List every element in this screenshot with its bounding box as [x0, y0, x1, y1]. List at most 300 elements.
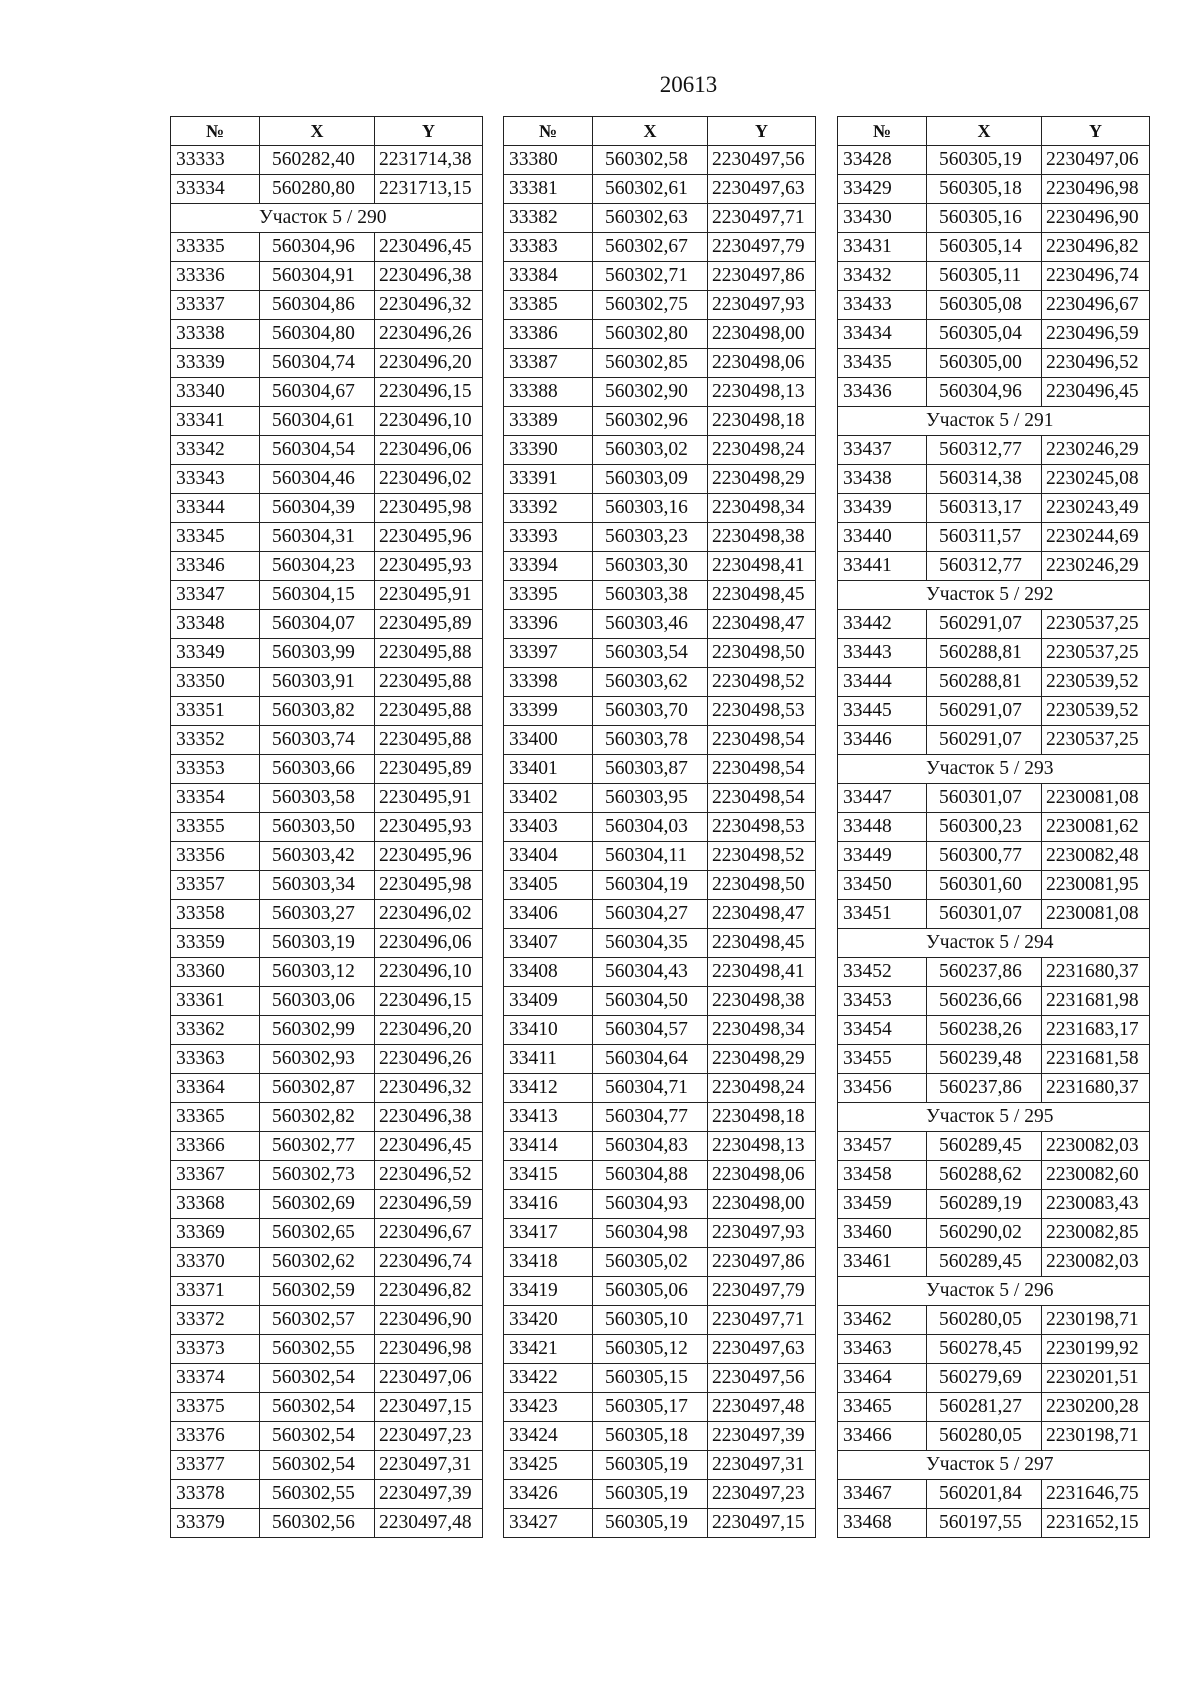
y-coordinate-cell: 2230497,15	[375, 1393, 483, 1422]
table-row	[171, 1422, 483, 1451]
x-coordinate-cell: 560304,46	[260, 465, 375, 494]
x-coordinate-cell: 560304,64	[593, 1045, 708, 1074]
table-row	[171, 1103, 483, 1132]
x-coordinate-cell: 560303,02	[593, 436, 708, 465]
point-number-cell: 33418	[504, 1248, 593, 1277]
y-coordinate-cell: 2230497,23	[708, 1480, 816, 1509]
point-number-cell: 33371	[171, 1277, 260, 1306]
x-coordinate-cell: 560305,16	[927, 204, 1042, 233]
x-coordinate-cell: 560288,62	[927, 1161, 1042, 1190]
point-number-cell: 33370	[171, 1248, 260, 1277]
y-coordinate-cell: 2230498,53	[708, 697, 816, 726]
y-coordinate-cell: 2230498,54	[708, 726, 816, 755]
y-coordinate-cell: 2230198,71	[1042, 1306, 1150, 1335]
x-coordinate-cell: 560303,99	[260, 639, 375, 668]
table-row	[171, 813, 483, 842]
y-coordinate-cell: 2230495,91	[375, 784, 483, 813]
table-row	[504, 1306, 816, 1335]
point-number-cell: 33355	[171, 813, 260, 842]
x-coordinate-cell: 560279,69	[927, 1364, 1042, 1393]
table-row	[504, 1190, 816, 1219]
table-row	[504, 175, 816, 204]
x-coordinate-cell: 560300,77	[927, 842, 1042, 871]
point-number-cell: 33444	[838, 668, 927, 697]
x-coordinate-cell: 560305,08	[927, 291, 1042, 320]
y-coordinate-cell: 2230496,06	[375, 929, 483, 958]
x-coordinate-cell: 560304,93	[593, 1190, 708, 1219]
x-coordinate-cell: 560304,57	[593, 1016, 708, 1045]
y-coordinate-cell: 2230498,47	[708, 610, 816, 639]
point-number-cell: 33453	[838, 987, 927, 1016]
point-number-cell: 33381	[504, 175, 593, 204]
x-coordinate-cell: 560291,07	[927, 726, 1042, 755]
table-row	[504, 1364, 816, 1393]
x-coordinate-cell: 560302,54	[260, 1422, 375, 1451]
x-coordinate-cell: 560302,59	[260, 1277, 375, 1306]
y-coordinate-cell: 2231683,17	[1042, 1016, 1150, 1045]
table-row	[504, 639, 816, 668]
section-row	[171, 204, 483, 233]
column-header-number: №	[171, 117, 260, 146]
point-number-cell: 33333	[171, 146, 260, 175]
point-number-cell: 33451	[838, 900, 927, 929]
point-number-cell: 33410	[504, 1016, 593, 1045]
x-coordinate-cell: 560237,86	[927, 958, 1042, 987]
x-coordinate-cell: 560303,50	[260, 813, 375, 842]
x-coordinate-cell: 560303,06	[260, 987, 375, 1016]
point-number-cell: 33422	[504, 1364, 593, 1393]
table-row	[171, 1074, 483, 1103]
y-coordinate-cell: 2230495,98	[375, 871, 483, 900]
x-coordinate-cell: 560304,50	[593, 987, 708, 1016]
point-number-cell: 33358	[171, 900, 260, 929]
point-number-cell: 33334	[171, 175, 260, 204]
table-row	[171, 1306, 483, 1335]
x-coordinate-cell: 560304,35	[593, 929, 708, 958]
y-coordinate-cell: 2231714,38	[375, 146, 483, 175]
point-number-cell: 33390	[504, 436, 593, 465]
y-coordinate-cell: 2230498,18	[708, 1103, 816, 1132]
x-coordinate-cell: 560302,54	[260, 1393, 375, 1422]
x-coordinate-cell: 560311,57	[927, 523, 1042, 552]
x-coordinate-cell: 560304,96	[927, 378, 1042, 407]
x-coordinate-cell: 560302,62	[260, 1248, 375, 1277]
x-coordinate-cell: 560201,84	[927, 1480, 1042, 1509]
table-row	[504, 726, 816, 755]
x-coordinate-cell: 560304,91	[260, 262, 375, 291]
point-number-cell: 33386	[504, 320, 593, 349]
table-row	[171, 726, 483, 755]
y-coordinate-cell: 2230495,88	[375, 726, 483, 755]
table-row	[171, 291, 483, 320]
x-coordinate-cell: 560303,27	[260, 900, 375, 929]
table-row	[171, 1045, 483, 1074]
coordinates-table-left	[170, 116, 483, 1538]
y-coordinate-cell: 2230081,08	[1042, 900, 1150, 929]
x-coordinate-cell: 560303,62	[593, 668, 708, 697]
y-coordinate-cell: 2230498,34	[708, 494, 816, 523]
x-coordinate-cell: 560302,90	[593, 378, 708, 407]
table-row	[504, 1393, 816, 1422]
x-coordinate-cell: 560302,69	[260, 1190, 375, 1219]
y-coordinate-cell: 2230198,71	[1042, 1422, 1150, 1451]
y-coordinate-cell: 2231646,75	[1042, 1480, 1150, 1509]
point-number-cell: 33342	[171, 436, 260, 465]
table-row	[838, 610, 1150, 639]
point-number-cell: 33459	[838, 1190, 927, 1219]
y-coordinate-cell: 2230498,29	[708, 465, 816, 494]
point-number-cell: 33434	[838, 320, 927, 349]
y-coordinate-cell: 2230496,10	[375, 407, 483, 436]
point-number-cell: 33442	[838, 610, 927, 639]
x-coordinate-cell: 560305,10	[593, 1306, 708, 1335]
y-coordinate-cell: 2230497,56	[708, 146, 816, 175]
x-coordinate-cell: 560305,19	[593, 1480, 708, 1509]
table-row	[838, 726, 1150, 755]
x-coordinate-cell: 560280,80	[260, 175, 375, 204]
y-coordinate-cell: 2230495,88	[375, 639, 483, 668]
point-number-cell: 33394	[504, 552, 593, 581]
point-number-cell: 33461	[838, 1248, 927, 1277]
point-number-cell: 33415	[504, 1161, 593, 1190]
table-row	[838, 871, 1150, 900]
x-coordinate-cell: 560304,61	[260, 407, 375, 436]
x-coordinate-cell: 560305,15	[593, 1364, 708, 1393]
table-row	[171, 175, 483, 204]
point-number-cell: 33356	[171, 842, 260, 871]
column-header-x: X	[260, 117, 375, 146]
section-row	[838, 1277, 1150, 1306]
table-row	[838, 1219, 1150, 1248]
point-number-cell: 33366	[171, 1132, 260, 1161]
point-number-cell: 33378	[171, 1480, 260, 1509]
x-coordinate-cell: 560303,58	[260, 784, 375, 813]
x-coordinate-cell: 560304,80	[260, 320, 375, 349]
section-title: Участок 5 / 297	[838, 1451, 1150, 1480]
x-coordinate-cell: 560289,45	[927, 1248, 1042, 1277]
point-number-cell: 33345	[171, 523, 260, 552]
y-coordinate-cell: 2230496,98	[375, 1335, 483, 1364]
x-coordinate-cell: 560304,19	[593, 871, 708, 900]
x-coordinate-cell: 560302,55	[260, 1335, 375, 1364]
x-coordinate-cell: 560304,77	[593, 1103, 708, 1132]
y-coordinate-cell: 2230496,45	[375, 233, 483, 262]
y-coordinate-cell: 2230496,98	[1042, 175, 1150, 204]
section-title: Участок 5 / 292	[838, 581, 1150, 610]
x-coordinate-cell: 560302,65	[260, 1219, 375, 1248]
coordinates-table-right	[837, 116, 1150, 1538]
table-row	[838, 668, 1150, 697]
x-coordinate-cell: 560280,05	[927, 1422, 1042, 1451]
table-row	[171, 378, 483, 407]
point-number-cell: 33413	[504, 1103, 593, 1132]
y-coordinate-cell: 2230495,88	[375, 668, 483, 697]
y-coordinate-cell: 2230082,48	[1042, 842, 1150, 871]
y-coordinate-cell: 2230082,03	[1042, 1132, 1150, 1161]
x-coordinate-cell: 560301,60	[927, 871, 1042, 900]
column-header-x: X	[593, 117, 708, 146]
x-coordinate-cell: 560303,34	[260, 871, 375, 900]
point-number-cell: 33412	[504, 1074, 593, 1103]
point-number-cell: 33341	[171, 407, 260, 436]
table-row	[504, 233, 816, 262]
y-coordinate-cell: 2230537,25	[1042, 610, 1150, 639]
y-coordinate-cell: 2230498,38	[708, 987, 816, 1016]
point-number-cell: 33466	[838, 1422, 927, 1451]
point-number-cell: 33458	[838, 1161, 927, 1190]
y-coordinate-cell: 2230498,13	[708, 378, 816, 407]
y-coordinate-cell: 2230243,49	[1042, 494, 1150, 523]
table-row	[504, 610, 816, 639]
x-coordinate-cell: 560302,75	[593, 291, 708, 320]
y-coordinate-cell: 2230498,54	[708, 755, 816, 784]
table-row	[504, 581, 816, 610]
y-coordinate-cell: 2230498,00	[708, 1190, 816, 1219]
point-number-cell: 33464	[838, 1364, 927, 1393]
y-coordinate-cell: 2230245,08	[1042, 465, 1150, 494]
table-row	[171, 1509, 483, 1538]
x-coordinate-cell: 560291,07	[927, 697, 1042, 726]
table-row	[171, 610, 483, 639]
table-row	[504, 1277, 816, 1306]
section-title: Участок 5 / 290	[171, 204, 483, 233]
y-coordinate-cell: 2230497,15	[708, 1509, 816, 1538]
table-row	[838, 523, 1150, 552]
x-coordinate-cell: 560302,57	[260, 1306, 375, 1335]
table-row	[504, 1016, 816, 1045]
x-coordinate-cell: 560288,81	[927, 668, 1042, 697]
point-number-cell: 33420	[504, 1306, 593, 1335]
y-coordinate-cell: 2230081,62	[1042, 813, 1150, 842]
y-coordinate-cell: 2230496,26	[375, 320, 483, 349]
table-row	[504, 987, 816, 1016]
x-coordinate-cell: 560282,40	[260, 146, 375, 175]
table-row	[838, 320, 1150, 349]
section-title: Участок 5 / 293	[838, 755, 1150, 784]
y-coordinate-cell: 2231681,58	[1042, 1045, 1150, 1074]
x-coordinate-cell: 560302,80	[593, 320, 708, 349]
x-coordinate-cell: 560302,63	[593, 204, 708, 233]
table-row	[838, 465, 1150, 494]
point-number-cell: 33433	[838, 291, 927, 320]
x-coordinate-cell: 560314,38	[927, 465, 1042, 494]
table-row	[838, 1480, 1150, 1509]
x-coordinate-cell: 560302,85	[593, 349, 708, 378]
y-coordinate-cell: 2230496,20	[375, 1016, 483, 1045]
x-coordinate-cell: 560303,95	[593, 784, 708, 813]
point-number-cell: 33450	[838, 871, 927, 900]
y-coordinate-cell: 2230081,95	[1042, 871, 1150, 900]
point-number-cell: 33376	[171, 1422, 260, 1451]
table-row	[504, 668, 816, 697]
table-row	[171, 1364, 483, 1393]
point-number-cell: 33403	[504, 813, 593, 842]
y-coordinate-cell: 2230495,89	[375, 610, 483, 639]
table-row	[838, 1045, 1150, 1074]
point-number-cell: 33384	[504, 262, 593, 291]
y-coordinate-cell: 2230539,52	[1042, 668, 1150, 697]
table-row	[838, 813, 1150, 842]
point-number-cell: 33363	[171, 1045, 260, 1074]
point-number-cell: 33401	[504, 755, 593, 784]
x-coordinate-cell: 560302,58	[593, 146, 708, 175]
x-coordinate-cell: 560304,98	[593, 1219, 708, 1248]
point-number-cell: 33468	[838, 1509, 927, 1538]
x-coordinate-cell: 560303,23	[593, 523, 708, 552]
point-number-cell: 33465	[838, 1393, 927, 1422]
y-coordinate-cell: 2230498,52	[708, 842, 816, 871]
coordinates-table-middle	[503, 116, 816, 1538]
x-coordinate-cell: 560303,19	[260, 929, 375, 958]
y-coordinate-cell: 2230497,86	[708, 1248, 816, 1277]
y-coordinate-cell: 2230496,26	[375, 1045, 483, 1074]
y-coordinate-cell: 2231713,15	[375, 175, 483, 204]
x-coordinate-cell: 560304,88	[593, 1161, 708, 1190]
point-number-cell: 33352	[171, 726, 260, 755]
table-row	[504, 900, 816, 929]
table-row	[838, 987, 1150, 1016]
y-coordinate-cell: 2230498,45	[708, 929, 816, 958]
table-row	[838, 1422, 1150, 1451]
y-coordinate-cell: 2230201,51	[1042, 1364, 1150, 1393]
table-row	[171, 349, 483, 378]
table-row	[171, 1132, 483, 1161]
table-row	[171, 262, 483, 291]
y-coordinate-cell: 2230246,29	[1042, 436, 1150, 465]
table-row	[171, 1393, 483, 1422]
point-number-cell: 33360	[171, 958, 260, 987]
table-row	[504, 1335, 816, 1364]
point-number-cell: 33392	[504, 494, 593, 523]
x-coordinate-cell: 560236,66	[927, 987, 1042, 1016]
point-number-cell: 33337	[171, 291, 260, 320]
x-coordinate-cell: 560305,00	[927, 349, 1042, 378]
y-coordinate-cell: 2230496,45	[1042, 378, 1150, 407]
point-number-cell: 33419	[504, 1277, 593, 1306]
point-number-cell: 33411	[504, 1045, 593, 1074]
x-coordinate-cell: 560302,61	[593, 175, 708, 204]
point-number-cell: 33432	[838, 262, 927, 291]
table-row	[171, 552, 483, 581]
point-number-cell: 33351	[171, 697, 260, 726]
point-number-cell: 33436	[838, 378, 927, 407]
table-row	[171, 900, 483, 929]
table-row	[504, 1422, 816, 1451]
table-row	[504, 291, 816, 320]
x-coordinate-cell: 560312,77	[927, 436, 1042, 465]
y-coordinate-cell: 2230495,98	[375, 494, 483, 523]
y-coordinate-cell: 2230498,29	[708, 1045, 816, 1074]
y-coordinate-cell: 2230496,90	[1042, 204, 1150, 233]
y-coordinate-cell: 2230498,53	[708, 813, 816, 842]
point-number-cell: 33427	[504, 1509, 593, 1538]
y-coordinate-cell: 2230498,24	[708, 436, 816, 465]
table-row	[504, 378, 816, 407]
y-coordinate-cell: 2230497,63	[708, 175, 816, 204]
x-coordinate-cell: 560305,12	[593, 1335, 708, 1364]
column-header-y: Y	[708, 117, 816, 146]
y-coordinate-cell: 2230497,63	[708, 1335, 816, 1364]
x-coordinate-cell: 560305,06	[593, 1277, 708, 1306]
point-number-cell: 33448	[838, 813, 927, 842]
table-row	[838, 1393, 1150, 1422]
section-row	[838, 1103, 1150, 1132]
table-row	[504, 1219, 816, 1248]
table-row	[171, 1480, 483, 1509]
table-row	[171, 842, 483, 871]
point-number-cell: 33402	[504, 784, 593, 813]
x-coordinate-cell: 560304,15	[260, 581, 375, 610]
y-coordinate-cell: 2230496,59	[1042, 320, 1150, 349]
table-row	[504, 929, 816, 958]
y-coordinate-cell: 2230498,18	[708, 407, 816, 436]
table-row	[838, 146, 1150, 175]
point-number-cell: 33426	[504, 1480, 593, 1509]
y-coordinate-cell: 2230498,50	[708, 871, 816, 900]
table-row	[504, 262, 816, 291]
x-coordinate-cell: 560302,55	[260, 1480, 375, 1509]
x-coordinate-cell: 560239,48	[927, 1045, 1042, 1074]
point-number-cell: 33367	[171, 1161, 260, 1190]
table-row	[504, 813, 816, 842]
y-coordinate-cell: 2230495,96	[375, 523, 483, 552]
point-number-cell: 33372	[171, 1306, 260, 1335]
y-coordinate-cell: 2230496,52	[375, 1161, 483, 1190]
point-number-cell: 33359	[171, 929, 260, 958]
point-number-cell: 33460	[838, 1219, 927, 1248]
point-number-cell: 33409	[504, 987, 593, 1016]
table-row	[171, 320, 483, 349]
table-row	[838, 291, 1150, 320]
x-coordinate-cell: 560305,19	[593, 1451, 708, 1480]
x-coordinate-cell: 560303,16	[593, 494, 708, 523]
x-coordinate-cell: 560238,26	[927, 1016, 1042, 1045]
y-coordinate-cell: 2230496,74	[1042, 262, 1150, 291]
table-row	[504, 465, 816, 494]
x-coordinate-cell: 560312,77	[927, 552, 1042, 581]
x-coordinate-cell: 560278,45	[927, 1335, 1042, 1364]
y-coordinate-cell: 2230082,60	[1042, 1161, 1150, 1190]
point-number-cell: 33438	[838, 465, 927, 494]
point-number-cell: 33435	[838, 349, 927, 378]
y-coordinate-cell: 2230496,06	[375, 436, 483, 465]
point-number-cell: 33374	[171, 1364, 260, 1393]
y-coordinate-cell: 2230498,45	[708, 581, 816, 610]
point-number-cell: 33452	[838, 958, 927, 987]
x-coordinate-cell: 560303,70	[593, 697, 708, 726]
y-coordinate-cell: 2230498,06	[708, 349, 816, 378]
table-row	[504, 1074, 816, 1103]
x-coordinate-cell: 560304,31	[260, 523, 375, 552]
table-row	[171, 146, 483, 175]
x-coordinate-cell: 560302,77	[260, 1132, 375, 1161]
section-title: Участок 5 / 294	[838, 929, 1150, 958]
table-row	[171, 668, 483, 697]
x-coordinate-cell: 560301,07	[927, 784, 1042, 813]
x-coordinate-cell: 560280,05	[927, 1306, 1042, 1335]
table-row	[171, 784, 483, 813]
section-row	[838, 929, 1150, 958]
table-row	[838, 262, 1150, 291]
x-coordinate-cell: 560304,23	[260, 552, 375, 581]
column-header-y: Y	[375, 117, 483, 146]
point-number-cell: 33344	[171, 494, 260, 523]
y-coordinate-cell: 2230498,47	[708, 900, 816, 929]
table-row	[171, 1277, 483, 1306]
x-coordinate-cell: 560305,18	[927, 175, 1042, 204]
y-coordinate-cell: 2230498,34	[708, 1016, 816, 1045]
table-row	[171, 958, 483, 987]
